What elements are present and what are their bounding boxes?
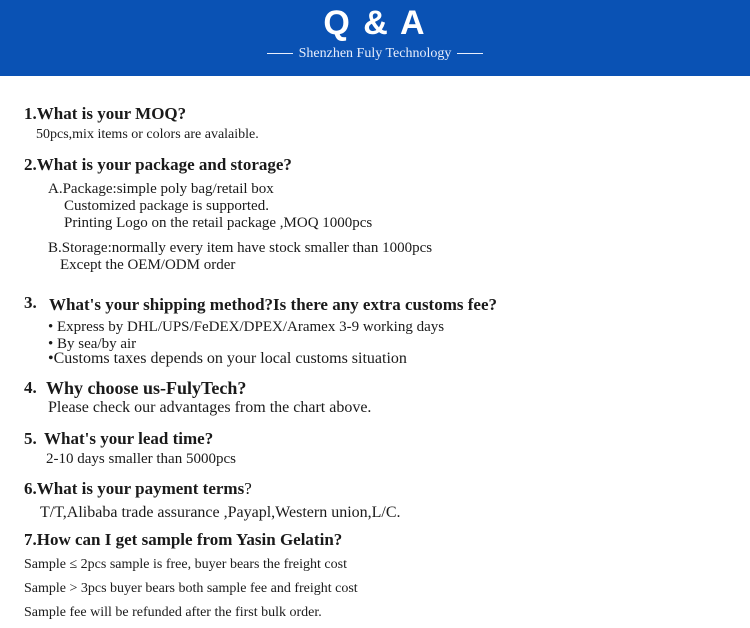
question-7-title: 7.How can I get sample from Yasin Gelatin? <box>24 530 343 549</box>
right-dash <box>457 53 483 54</box>
answer-1-line: 50pcs,mix items or colors are avalaible. <box>36 127 259 142</box>
bullet-icon: • <box>48 350 54 367</box>
answer-6-line: T/T,Alibaba trade assurance ,Payapl,Western union,L/C. <box>40 504 401 521</box>
answer-2-line: A.Package:simple poly bag/retail box <box>48 181 274 197</box>
bullet-icon: • <box>48 319 58 335</box>
question-5-title: What's your lead time? <box>44 429 214 448</box>
answer-7-line: Sample > 3pcs buyer bears both sample fee and freight cost <box>24 581 358 596</box>
question-3-number: 3. <box>24 293 37 312</box>
bullet-icon: • <box>48 336 58 352</box>
answer-2-line: Customized package is supported. <box>64 198 269 214</box>
answer-2-line: B.Storage:normally every item have stock smaller than 1000pcs <box>48 240 433 256</box>
answer-4-line: Please check our advantages from the chart above. <box>48 399 372 416</box>
answer-2-line: Printing Logo on the retail package ,MOQ 1000pcs <box>64 215 373 231</box>
question-5-number: 5. <box>24 429 37 448</box>
question-mark: ? <box>244 479 252 498</box>
left-dash <box>267 53 293 54</box>
answer-2-line: Except the OEM/ODM order <box>60 257 236 273</box>
question-1-title: 1.What is your MOQ? <box>24 104 187 123</box>
qa-header-banner <box>0 0 750 76</box>
company-name: Shenzhen Fuly Technology <box>298 46 452 61</box>
question-6-title: 6.What is your payment terms? <box>24 479 252 498</box>
question-4-number: 4. <box>24 378 37 397</box>
answer-5-line: 2-10 days smaller than 5000pcs <box>46 451 236 467</box>
page-title: Q & A <box>323 4 427 42</box>
company-subtitle <box>0 46 750 62</box>
question-4-title: Why choose us-FulyTech? <box>46 378 247 398</box>
question-3-title: What's your shipping method?Is there any extra customs fee? <box>49 295 497 314</box>
answer-7-line: Sample fee will be refunded after the first bulk order. <box>24 605 322 620</box>
bullet-item: • Express by DHL/UPS/FeDEX/DPEX/Aramex 3-9 working days <box>48 319 445 335</box>
answer-7-line: Sample ≤ 2pcs sample is free, buyer bears the freight cost <box>24 557 347 572</box>
bullet-item: •Customs taxes depends on your local customs situation <box>48 350 407 367</box>
question-2-title: 2.What is your package and storage? <box>24 155 292 174</box>
bullet-item: • By sea/by air <box>48 336 137 352</box>
